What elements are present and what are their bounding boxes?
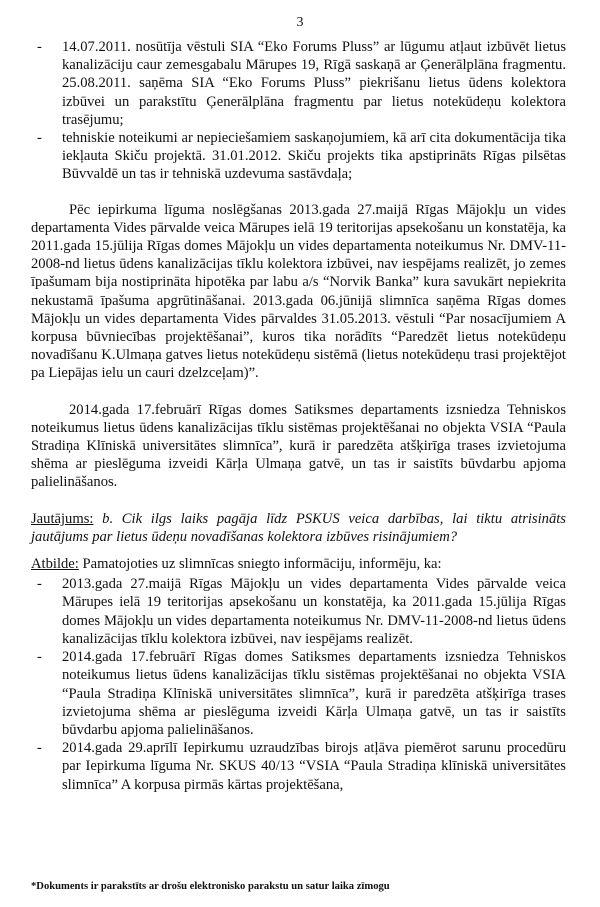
- paragraph: Pēc iepirkuma līguma noslēgšanas 2013.gada 27.maijā Rīgas Mājokļu un vides departamenta Vides pārvalde veica Mārupes ielā 19 teritorijas apsekošanu un konstatēja, ka 2011.gada 15.jūlija Rīgas domes Mājokļu un vides departamenta noteikumus Nr. DMV-11-2008-nd lietus ūdens kanalizācijas tīklu kolektora izbūvei, nav iespējams realizēt, jo zemes īpašumam bija nostiprināta hipotēka par labu a/s “Norvik Banka” kura savukārt nepiekrita nekustamā īpašuma apgrūtināšanai. 2013.gada 06.jūnijā slimnīca saņēma Rīgas domes Mājokļu un vides departamenta Vides pārvaldes 31.05.2013. vēstuli “Par nosacījumiem A korpusa būvniecības projektēšanai”, kuros tika norādīts “Paredzēt lietus notekūdeņu novadīšanu K.Ulmaņa gatves lietus notekūdeņu sistēmā (lietus notekūdeņu trasi projektējot pa Liepājas ielu un cauri dzelzceļam)”.: [31, 201, 566, 382]
- bullet-dash: -: [37, 740, 42, 757]
- spacer: [31, 184, 566, 201]
- page-number: 3: [296, 15, 304, 30]
- answer: [31, 555, 566, 573]
- list-item-text: 14.07.2011. nosūtīja vēstuli SIA “Eko Forums Pluss” ar lūgumu atļaut izbūvēt lietus kanalizāciju caur zemesgabalu Mārupes 19, Rīgā saskaņā ar Ģenerālplāna fragmentu. 25.08.2011. saņēma SIA “Eko Forums Pluss” piekrišanu lietus ūdens kolektora izbūvei un parakstītu Ģenerālplāna fragmentu par lietus notekūdeņu kolektora trasējumu;: [62, 39, 566, 128]
- list-item: [31, 38, 566, 129]
- bullet-dash: -: [37, 576, 42, 593]
- list-item: [31, 129, 566, 184]
- bullet-dash: -: [37, 130, 42, 147]
- list-item-text: tehniskie noteikumi ar nepieciešamiem saskaņojumiem, kā arī cita dokumentācija tika iekļauta Skiču projektā. 31.01.2012. Skiču projekts tika apstiprināts Rīgas pilsētas Būvvaldē un tas ir tehniskā uzdevuma sastāvdaļa;: [62, 130, 566, 183]
- paragraph: 2014.gada 17.februārī Rīgas domes Satiksmes departaments izsniedza Tehniskos noteikumus lietus ūdens kanalizācijas tīklu sistēmas projektēšanai no objekta VSIA “Paula Stradiņa Klīniskā universitātes slimnīca”, kurā ir paredzēta atšķirīga trases izvietojuma shēma ar pieslēguma izveidi Kārļa Ulmaņa gatvē, un tas ir saistīts būvdarbu apjoma palielināšanos.: [31, 401, 566, 491]
- list-item-text: 2014.gada 29.aprīlī Iepirkumu uzraudzības birojs atļāva piemērot sarunu procedūru par Iepirkuma līguma Nr. SKUS 40/13 “VSIA “Paula Stradiņa klīniskā universitātes slimnīca” A korpusa pirmās kārtas projektēšana,: [62, 740, 566, 793]
- document-body: [31, 38, 566, 794]
- list-item: [31, 648, 566, 739]
- list-item: [31, 575, 566, 648]
- question: [31, 510, 566, 546]
- question-label: Jautājums:: [31, 510, 94, 527]
- answer-intro-text: Pamatojoties uz slimnīcas sniegto informāciju, informēju, ka:: [82, 556, 442, 573]
- footnote: *Dokuments ir parakstīts ar drošu elektronisko parakstu un satur laika zīmogu: [31, 881, 390, 892]
- question-text: b. Cik ilgs laiks pagāja līdz PSKUS veica darbības, lai tiktu atrisināts jautājums par lietus ūdeņu novadīšanas kolektora izbūves risinājumiem?: [31, 510, 566, 545]
- answer-label: Atbilde:: [31, 556, 79, 573]
- list-item: [31, 739, 566, 794]
- list-item-text: 2014.gada 17.februārī Rīgas domes Satiksmes departaments izsniedza Tehniskos noteikumus lietus ūdens kanalizācijas tīklu sistēmas projektēšanai no objekta VSIA “Paula Stradiņa Klīniskā universitātes slimnīca”, kurā ir paredzēta atšķirīga trases izvietojuma shēma ar pieslēguma izveidi Kārļa Ulmaņa gatvē, un tas ir saistīts būvdarbu apjoma palielināšanos.: [62, 649, 566, 738]
- bullet-dash: -: [37, 649, 42, 666]
- bullet-dash: -: [37, 39, 42, 55]
- list-item-text: 2013.gada 27.maijā Rīgas Mājokļu un vides departamenta Vides pārvalde veica Mārupes ielā 19 teritorijas apsekošanu un konstatēja, ka 2011.gada 15.jūlija Rīgas domes Mājokļu un vides departamenta noteikumus Nr. DMV-11-2008-nd lietus ūdens kanalizācijas tīklu kolektora izbūvei, nav iespējams realizēt.: [62, 576, 566, 647]
